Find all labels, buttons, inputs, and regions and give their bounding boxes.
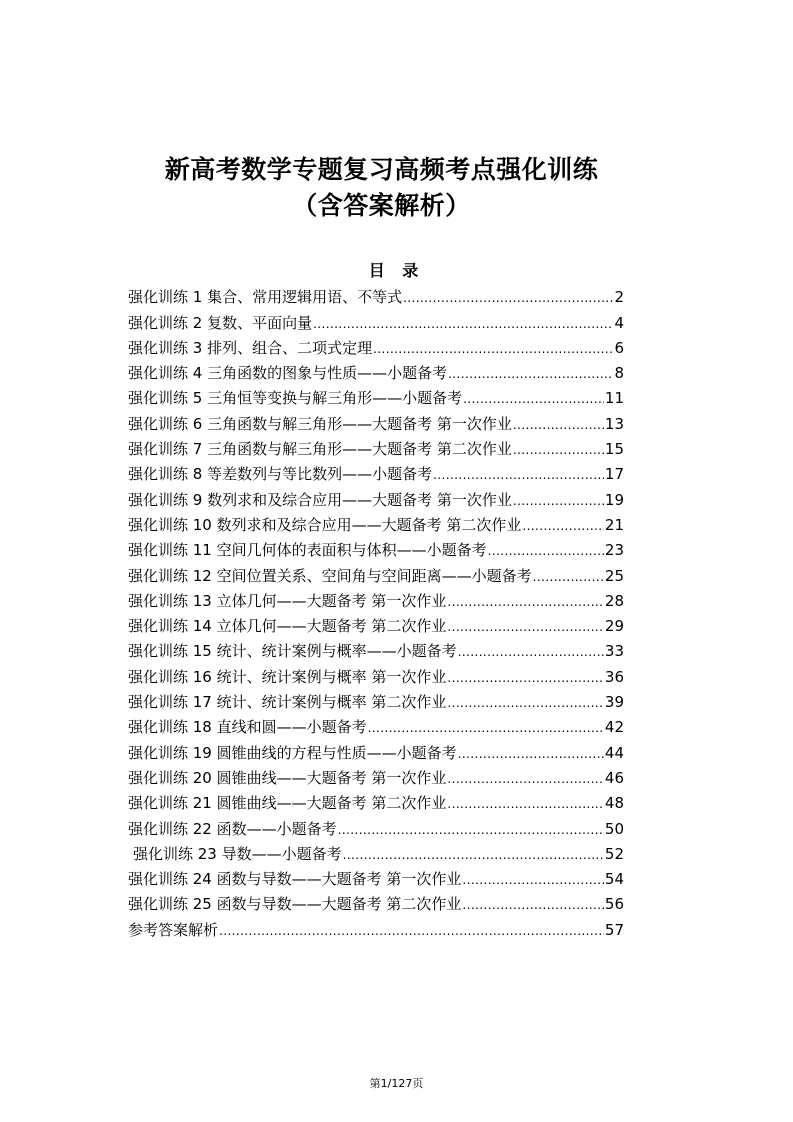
toc-leader-dots	[403, 287, 613, 307]
toc-entry[interactable]	[128, 358, 624, 383]
toc-leader-dots	[462, 894, 604, 914]
toc-entry-page: 8	[614, 364, 624, 383]
toc-leader-dots	[338, 819, 604, 839]
toc-entry-page: 57	[604, 920, 624, 939]
toc-leader-dots	[219, 920, 604, 940]
toc-entry-page: 46	[604, 768, 624, 787]
toc-entry-page: 25	[604, 566, 624, 585]
toc-entry[interactable]	[128, 434, 624, 459]
toc-entry-title: 强化训练 19 圆锥曲线的方程与性质——小题备考	[128, 743, 457, 762]
toc-entry-title: 强化训练 22 函数——小题备考	[128, 819, 337, 838]
toc-entry-title: 强化训练 18 直线和圆——小题备考	[128, 718, 367, 737]
toc-entry-title: 强化训练 25 函数与导数——大题备考 第二次作业	[128, 895, 462, 914]
toc-leader-dots	[513, 439, 604, 459]
toc-heading: 目 录	[368, 261, 425, 280]
document-subtitle: （含答案解析）	[292, 191, 471, 220]
toc-entry-title: 强化训练 8 等差数列与等比数列——小题备考	[128, 465, 433, 484]
toc-entry-title: 强化训练 6 三角函数与解三角形——大题备考 第一次作业	[128, 414, 512, 433]
toc-leader-dots	[513, 414, 604, 434]
page-number-footer: 第1/127页	[369, 1077, 424, 1090]
toc-entry[interactable]	[128, 586, 624, 611]
toc-entry-page: 4	[614, 313, 624, 332]
toc-entry[interactable]	[128, 737, 624, 762]
toc-leader-dots	[458, 641, 604, 661]
toc-entry-title: 强化训练 17 统计、统计案例与概率 第二次作业	[128, 693, 447, 712]
toc-entry[interactable]	[128, 813, 624, 838]
toc-leader-dots	[447, 591, 604, 611]
toc-entry-page: 29	[604, 617, 624, 636]
toc-entry[interactable]	[128, 763, 624, 788]
toc-entry-title: 强化训练 7 三角函数与解三角形——大题备考 第二次作业	[128, 440, 512, 459]
toc-entry[interactable]	[128, 712, 624, 737]
toc-entry-page: 2	[614, 288, 624, 307]
toc-entry[interactable]	[128, 307, 624, 332]
toc-entry-title: 强化训练 10 数列求和及综合应用——大题备考 第二次作业	[128, 515, 522, 534]
toc-entry-title: 强化训练 1 集合、常用逻辑用语、不等式	[128, 288, 403, 307]
toc-entry-page: 42	[604, 718, 624, 737]
toc-entry-page: 19	[604, 490, 624, 509]
toc-leader-dots	[368, 717, 604, 737]
toc-leader-dots	[447, 616, 604, 636]
toc-entry-page: 36	[604, 667, 624, 686]
toc-leader-dots	[448, 363, 613, 383]
toc-entry-title: 强化训练 20 圆锥曲线——大题备考 第一次作业	[128, 768, 447, 787]
toc-entry-title: 强化训练 5 三角恒等变换与解三角形——小题备考	[128, 389, 463, 408]
toc-entry-page: 21	[604, 515, 624, 534]
toc-entry[interactable]	[128, 383, 624, 408]
toc-entry-page: 11	[604, 389, 624, 408]
toc-entry-page: 44	[604, 743, 624, 762]
toc-entry-page: 48	[604, 794, 624, 813]
toc-entry[interactable]	[128, 611, 624, 636]
toc-entry-title: 强化训练 24 函数与导数——大题备考 第一次作业	[128, 870, 462, 889]
toc-entry-title: 强化训练 3 排列、组合、二项式定理	[128, 338, 373, 357]
toc-entry-title: 强化训练 14 立体几何——大题备考 第二次作业	[128, 617, 447, 636]
toc-entry-title: 强化训练 15 统计、统计案例与概率——小题备考	[128, 642, 457, 661]
toc-entry-title: 强化训练 11 空间几何体的表面积与体积——小题备考	[128, 541, 487, 560]
toc-entry[interactable]	[128, 484, 624, 509]
toc-leader-dots	[433, 464, 604, 484]
toc-leader-dots	[533, 566, 604, 586]
toc-entry[interactable]	[128, 864, 624, 889]
toc-entry-page: 23	[604, 541, 624, 560]
toc-entry-title: 强化训练 4 三角函数的图象与性质——小题备考	[128, 364, 448, 383]
toc-entry-page: 39	[604, 693, 624, 712]
toc-entry-page: 54	[604, 870, 624, 889]
toc-leader-dots	[463, 388, 604, 408]
toc-entry-title: 强化训练 16 统计、统计案例与概率 第一次作业	[128, 667, 447, 686]
table-of-contents	[128, 282, 624, 940]
toc-entry-page: 52	[604, 844, 624, 863]
toc-leader-dots	[373, 338, 613, 358]
toc-entry-title: 强化训练 12 空间位置关系、空间角与空间距离——小题备考	[128, 566, 532, 585]
toc-leader-dots	[447, 667, 604, 687]
toc-entry-page: 15	[604, 440, 624, 459]
toc-leader-dots	[447, 793, 604, 813]
toc-leader-dots	[343, 844, 604, 864]
toc-entry-title: 强化训练 2 复数、平面向量	[128, 313, 313, 332]
toc-entry[interactable]	[128, 333, 624, 358]
toc-entry-title: 参考答案解析	[128, 920, 219, 939]
toc-entry[interactable]	[128, 535, 624, 560]
toc-entry-title: 强化训练 9 数列求和及综合应用——大题备考 第一次作业	[128, 490, 512, 509]
toc-entry-page: 56	[604, 895, 624, 914]
toc-entry-page: 50	[604, 819, 624, 838]
toc-entry-title: 强化训练 23 导数——小题备考	[133, 844, 342, 863]
document-title: 新高考数学专题复习高频考点强化训练	[164, 155, 599, 184]
toc-leader-dots	[513, 490, 604, 510]
toc-leader-dots	[447, 768, 604, 788]
toc-leader-dots	[522, 515, 604, 535]
toc-leader-dots	[488, 540, 604, 560]
toc-entry-title: 强化训练 13 立体几何——大题备考 第一次作业	[128, 591, 447, 610]
toc-entry[interactable]	[128, 636, 624, 661]
toc-leader-dots	[462, 869, 604, 889]
toc-entry-page: 28	[604, 591, 624, 610]
toc-entry-page: 33	[604, 642, 624, 661]
toc-entry[interactable]	[128, 560, 624, 585]
toc-entry[interactable]	[128, 459, 624, 484]
toc-entry[interactable]	[128, 788, 624, 813]
toc-entry[interactable]	[128, 282, 624, 307]
toc-entry[interactable]	[128, 510, 624, 535]
toc-leader-dots	[313, 313, 613, 333]
toc-entry[interactable]	[128, 408, 624, 433]
toc-entry[interactable]	[128, 661, 624, 686]
toc-entry[interactable]	[128, 889, 624, 914]
toc-entry-page: 13	[604, 414, 624, 433]
toc-entry-page: 6	[614, 338, 624, 357]
toc-entry-page: 17	[604, 465, 624, 484]
toc-entry[interactable]	[128, 839, 624, 864]
toc-leader-dots	[447, 692, 604, 712]
toc-entry[interactable]	[128, 687, 624, 712]
toc-entry-title: 强化训练 21 圆锥曲线——大题备考 第二次作业	[128, 794, 447, 813]
toc-entry[interactable]	[128, 914, 624, 939]
toc-leader-dots	[458, 743, 604, 763]
